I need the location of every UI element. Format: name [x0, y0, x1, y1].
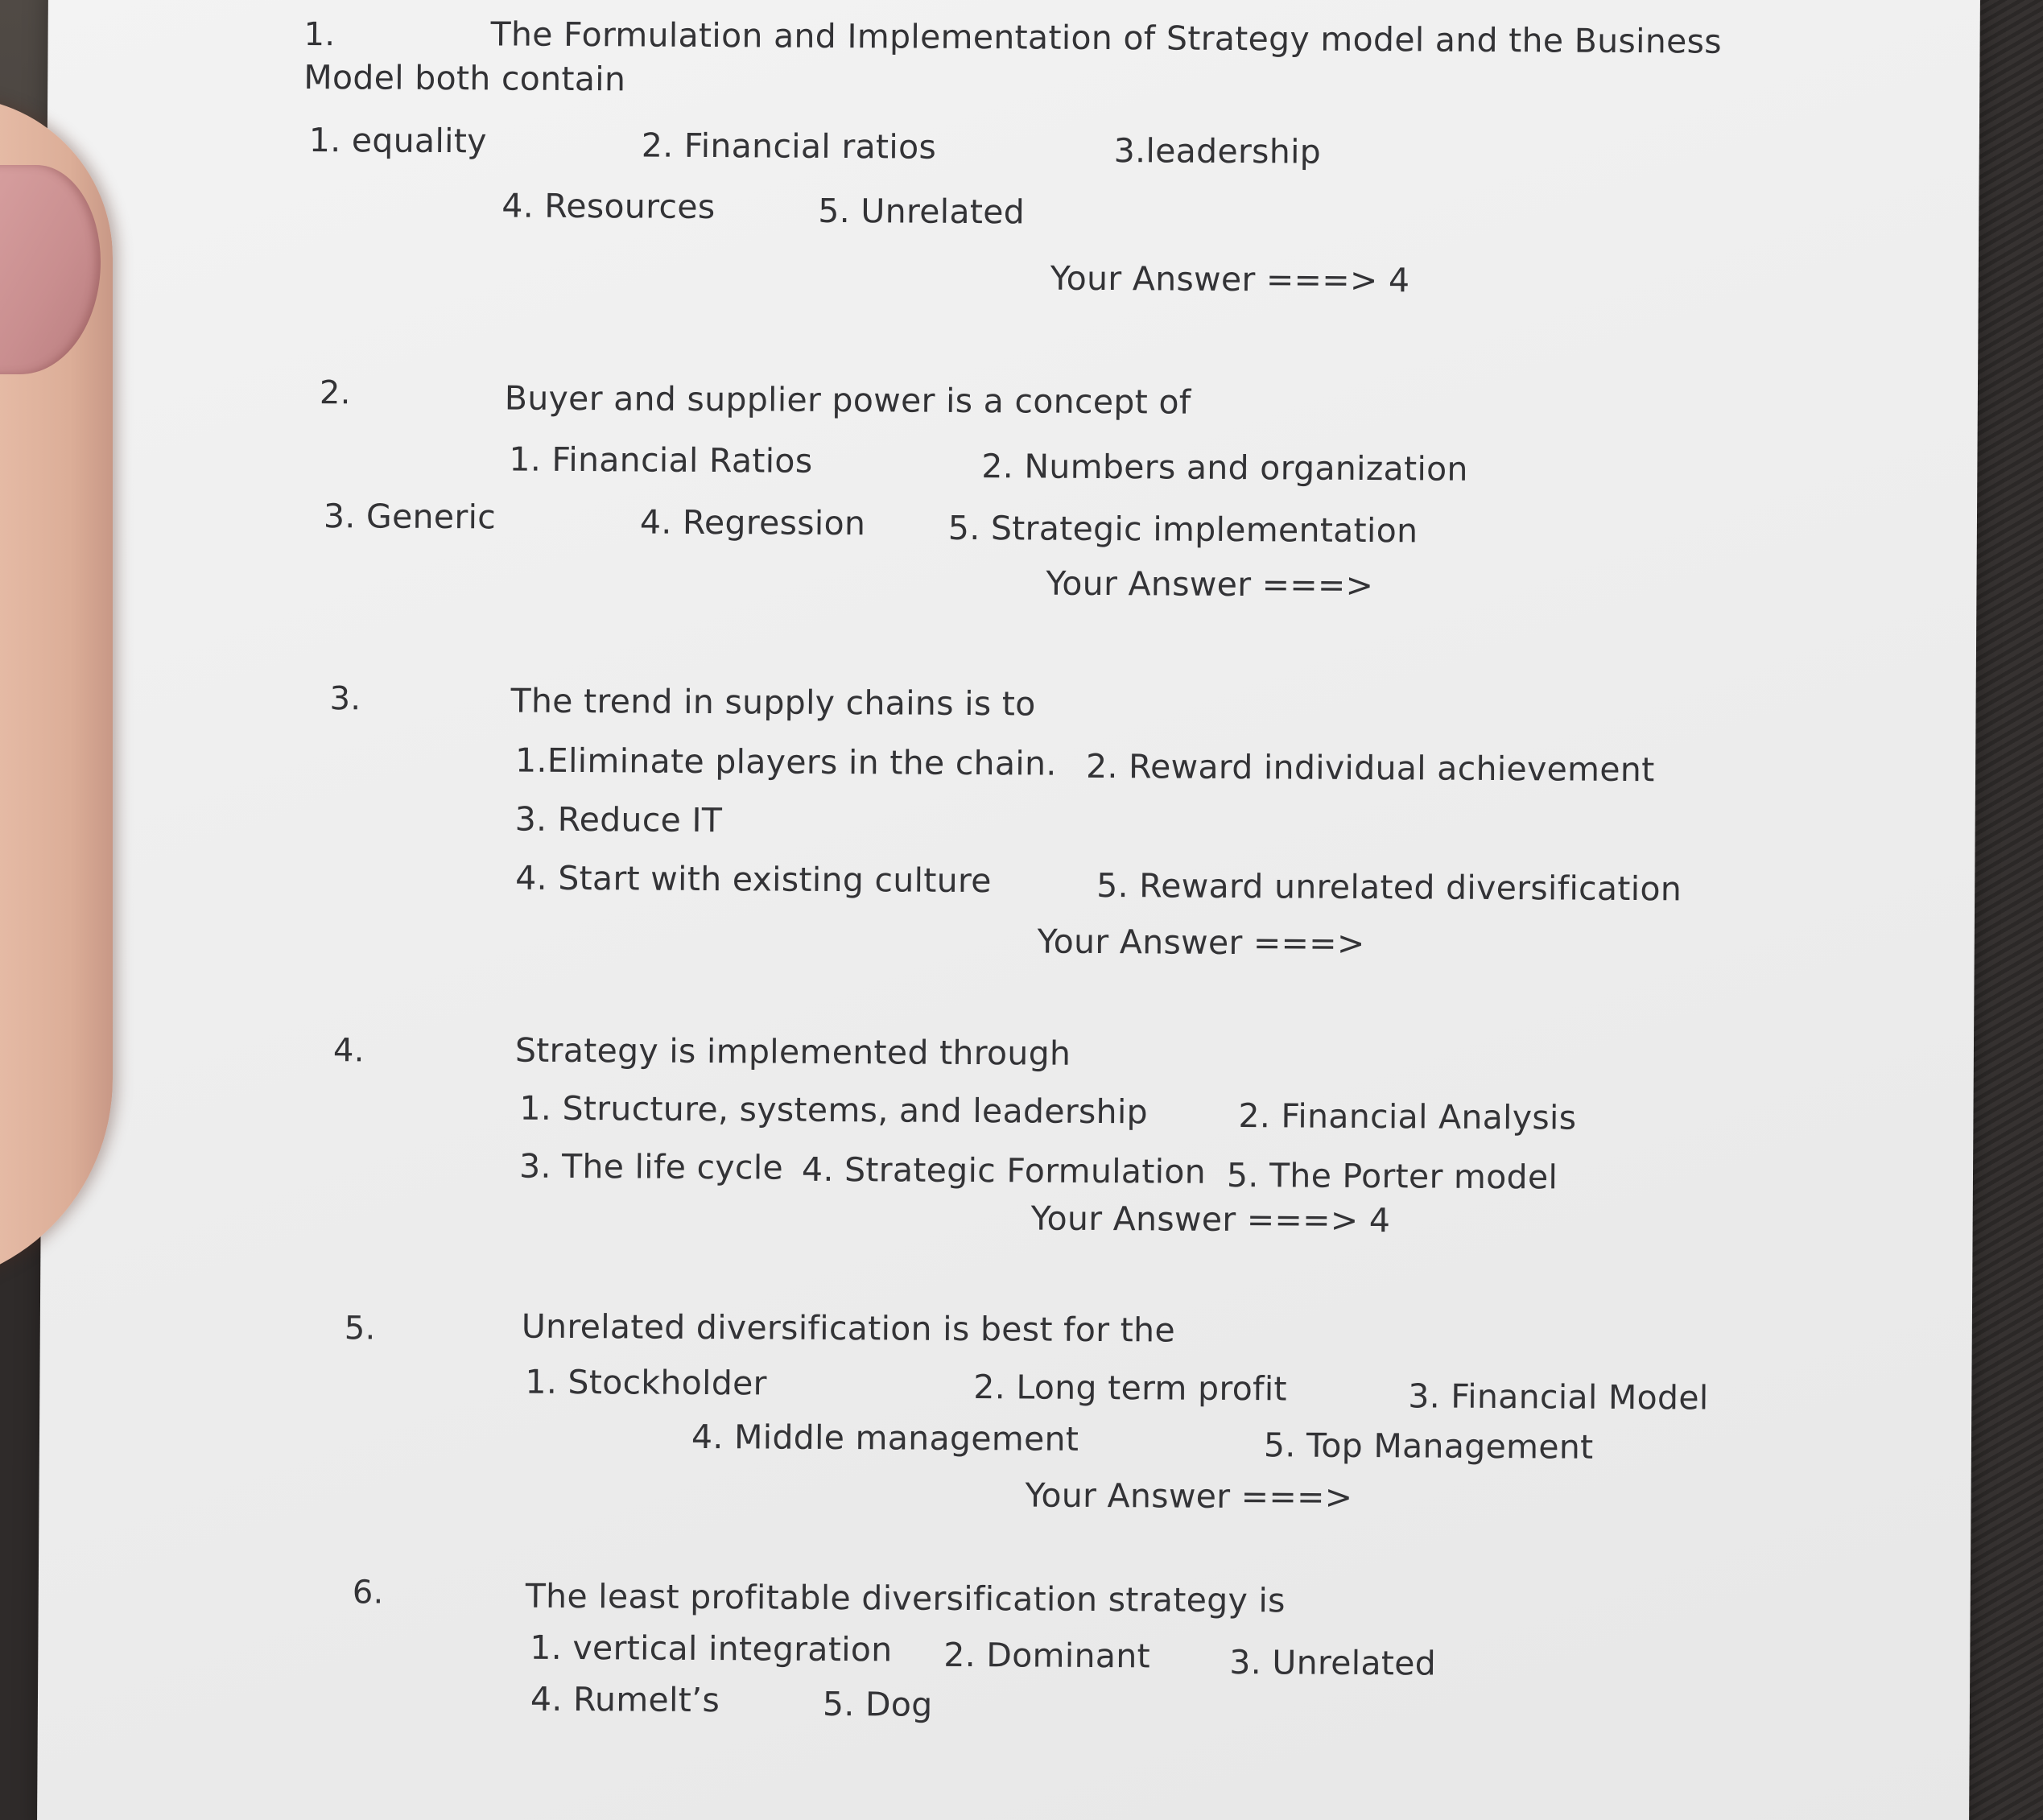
q5-number: 5.	[344, 1310, 376, 1347]
q5-answer: Your Answer ===>	[1025, 1475, 1353, 1517]
q3-answer: Your Answer ===>	[1037, 922, 1365, 964]
q6-prompt: The least profitable diversification strategy is	[525, 1576, 1286, 1620]
q4-option-1: 1. Structure, systems, and leadership	[519, 1088, 1149, 1132]
q4-option-4: 4. Strategic Formulation	[801, 1149, 1207, 1191]
q5-option-4: 4. Middle management	[691, 1417, 1079, 1459]
q3-option-2: 2. Reward individual achievement	[1085, 746, 1655, 790]
q5-option-1: 1. Stockholder	[525, 1362, 767, 1403]
q2-number: 2.	[319, 374, 351, 412]
q5-prompt: Unrelated diversification is best for the	[521, 1306, 1176, 1350]
q6-option-5: 5. Dog	[822, 1684, 933, 1724]
q4-option-3: 3. The life cycle	[518, 1146, 784, 1187]
q5-option-5: 5. Top Management	[1263, 1426, 1594, 1467]
q4-prompt: Strategy is implemented through	[514, 1030, 1071, 1073]
q3-option-5: 5. Reward unrelated diversification	[1096, 865, 1682, 909]
q4-option-2: 2. Financial Analysis	[1238, 1096, 1577, 1137]
q1-option-4: 4. Resources	[501, 186, 716, 227]
q4-number: 4.	[332, 1032, 365, 1070]
q2-option-1: 1. Financial Ratios	[509, 440, 813, 481]
q3-number: 3.	[329, 680, 361, 718]
q1-option-5: 5. Unrelated	[818, 191, 1026, 232]
q1-option-3: 3.leadership	[1113, 131, 1322, 171]
q2-prompt: Buyer and supplier power is a concept of	[504, 378, 1191, 422]
q1-answer: Your Answer ===> 4	[1050, 258, 1410, 300]
q6-number: 6.	[352, 1574, 384, 1612]
q6-option-1: 1. vertical integration	[530, 1628, 893, 1669]
q5-option-3: 3. Financial Model	[1408, 1376, 1709, 1418]
q3-option-1: 1.Eliminate players in the chain.	[514, 741, 1057, 783]
q2-answer: Your Answer ===>	[1046, 563, 1374, 605]
q3-option-3: 3. Reduce IT	[514, 799, 723, 840]
q2-option-5: 5. Strategic implementation	[947, 508, 1418, 551]
q2-option-3: 3. Generic	[323, 497, 497, 537]
q1-option-2: 2. Financial ratios	[641, 126, 937, 167]
q3-option-4: 4. Start with existing culture	[515, 858, 992, 901]
q4-option-5: 5. The Porter model	[1226, 1155, 1558, 1197]
q2-option-2: 2. Numbers and organization	[981, 447, 1468, 489]
q6-option-3: 3. Unrelated	[1229, 1643, 1437, 1683]
q6-option-2: 2. Dominant	[943, 1635, 1151, 1676]
q1-prompt-continued: Model both contain	[303, 57, 626, 99]
q1-number: 1.	[303, 15, 336, 54]
q5-option-2: 2. Long term profit	[973, 1368, 1287, 1409]
q1-prompt: The Formulation and Implementation of Strategy model and the Business	[490, 14, 1723, 61]
q4-answer: Your Answer ===> 4	[1030, 1199, 1391, 1240]
q6-option-4: 4. Rumelt’s	[530, 1679, 720, 1720]
q2-option-4: 4. Regression	[639, 502, 866, 543]
quiz-sheet	[37, 0, 1980, 1820]
q3-prompt: The trend in supply chains is to	[510, 681, 1036, 724]
q1-option-1: 1. equality	[308, 120, 487, 161]
